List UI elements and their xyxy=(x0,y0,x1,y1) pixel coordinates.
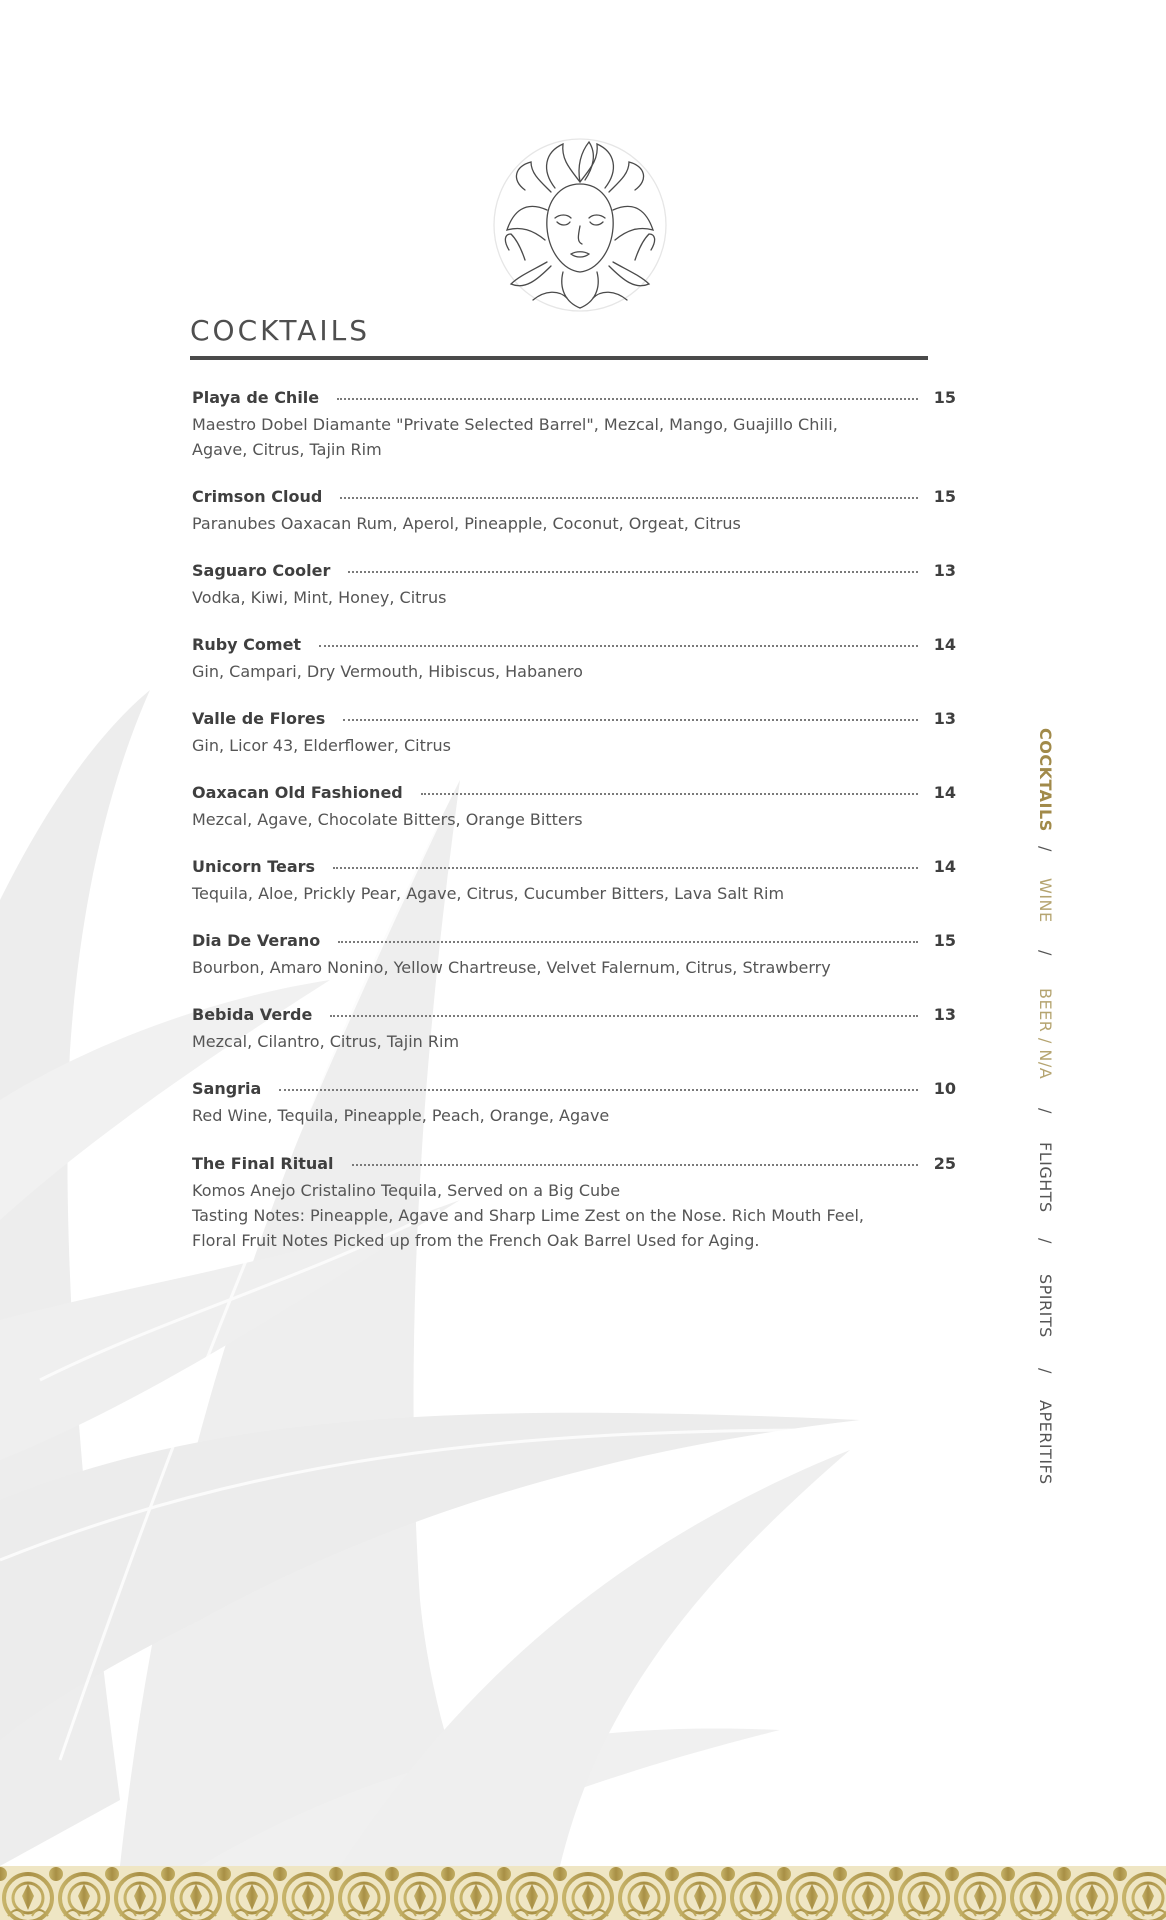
item-name: Oaxacan Old Fashioned xyxy=(192,783,403,802)
dot-leader xyxy=(343,719,918,721)
item-description: Gin, Campari, Dry Vermouth, Hibiscus, Habanero xyxy=(192,662,583,681)
item-description: Agave, Citrus, Tajin Rim xyxy=(192,440,382,459)
nav-item-cocktails[interactable]: COCKTAILS xyxy=(1036,728,1055,832)
nav-item-beer-na[interactable]: BEER / N/A xyxy=(1036,988,1055,1080)
section-title: COCKTAILS xyxy=(190,314,371,347)
item-description: Tequila, Aloe, Prickly Pear, Agave, Citrus, Cucumber Bitters, Lava Salt Rim xyxy=(192,884,785,903)
dot-leader xyxy=(340,497,918,499)
dot-leader xyxy=(279,1089,918,1091)
dot-leader xyxy=(338,941,918,943)
item-name: Valle de Flores xyxy=(192,709,326,728)
item-name: Dia De Verano xyxy=(192,931,321,950)
dot-leader xyxy=(337,398,918,400)
item-name: Unicorn Tears xyxy=(192,857,316,876)
menu-item xyxy=(192,1005,956,1054)
item-price: 14 xyxy=(933,857,956,876)
item-description: Mezcal, Agave, Chocolate Bitters, Orange Bitters xyxy=(192,810,583,829)
item-price: 25 xyxy=(933,1154,956,1173)
item-description: Bourbon, Amaro Nonino, Yellow Chartreuse, Velvet Falernum, Citrus, Strawberry xyxy=(192,958,831,977)
menu-item xyxy=(192,857,956,906)
item-name: Sangria xyxy=(192,1079,262,1098)
item-price: 15 xyxy=(933,388,956,407)
item-name: Crimson Cloud xyxy=(192,487,323,506)
menu-item xyxy=(192,487,956,536)
item-price: 14 xyxy=(933,783,956,802)
item-description: Maestro Dobel Diamante "Private Selected Barrel", Mezcal, Mango, Guajillo Chili, xyxy=(192,415,838,434)
item-price: 13 xyxy=(933,561,956,580)
item-price: 13 xyxy=(933,1005,956,1024)
section-title-underline xyxy=(190,356,928,360)
item-description: Komos Anejo Cristalino Tequila, Served on a Big Cube xyxy=(192,1181,621,1200)
item-description: Red Wine, Tequila, Pineapple, Peach, Orange, Agave xyxy=(192,1106,610,1125)
nav-item-aperitifs[interactable]: APERITIFS xyxy=(1036,1400,1055,1485)
menu-item xyxy=(192,388,956,462)
gold-tile-border xyxy=(0,1866,1166,1920)
item-description: Mezcal, Cilantro, Citrus, Tajin Rim xyxy=(192,1032,460,1051)
item-description: Tasting Notes: Pineapple, Agave and Sharp Lime Zest on the Nose. Rich Mouth Feel, xyxy=(192,1206,864,1225)
menu-item xyxy=(192,635,956,684)
dot-leader xyxy=(348,571,918,573)
vertical-section-nav xyxy=(1036,728,1066,1488)
menu-item xyxy=(192,561,956,610)
item-description: Floral Fruit Notes Picked up from the French Oak Barrel Used for Aging. xyxy=(192,1231,760,1250)
menu-item xyxy=(192,1079,956,1128)
dot-leader xyxy=(352,1164,918,1166)
dot-leader xyxy=(421,793,918,795)
item-price: 14 xyxy=(933,635,956,654)
item-price: 13 xyxy=(933,709,956,728)
dot-leader xyxy=(319,645,918,647)
item-name: The Final Ritual xyxy=(192,1154,334,1173)
restaurant-logo-face-illustration xyxy=(485,130,675,320)
item-description: Paranubes Oaxacan Rum, Aperol, Pineapple, Coconut, Orgeat, Citrus xyxy=(192,514,741,533)
nav-separator: / xyxy=(1036,1368,1055,1374)
item-price: 15 xyxy=(933,487,956,506)
item-price: 15 xyxy=(933,931,956,950)
nav-separator: / xyxy=(1036,1108,1055,1114)
item-description: Vodka, Kiwi, Mint, Honey, Citrus xyxy=(192,588,447,607)
nav-item-spirits[interactable]: SPIRITS xyxy=(1036,1274,1055,1338)
nav-item-wine[interactable]: WINE xyxy=(1036,878,1055,923)
menu-item xyxy=(192,1154,956,1253)
menu-item xyxy=(192,783,956,832)
nav-separator: / xyxy=(1036,1238,1055,1244)
menu-item xyxy=(192,709,956,758)
item-name: Playa de Chile xyxy=(192,388,320,407)
item-price: 10 xyxy=(933,1079,956,1098)
menu-item xyxy=(192,931,956,980)
item-name: Saguaro Cooler xyxy=(192,561,331,580)
nav-separator: / xyxy=(1036,846,1055,852)
item-name: Bebida Verde xyxy=(192,1005,313,1024)
item-description: Gin, Licor 43, Elderflower, Citrus xyxy=(192,736,451,755)
item-name: Ruby Comet xyxy=(192,635,302,654)
nav-item-flights[interactable]: FLIGHTS xyxy=(1036,1142,1055,1213)
dot-leader xyxy=(333,867,918,869)
nav-separator: / xyxy=(1036,950,1055,956)
dot-leader xyxy=(330,1015,918,1017)
